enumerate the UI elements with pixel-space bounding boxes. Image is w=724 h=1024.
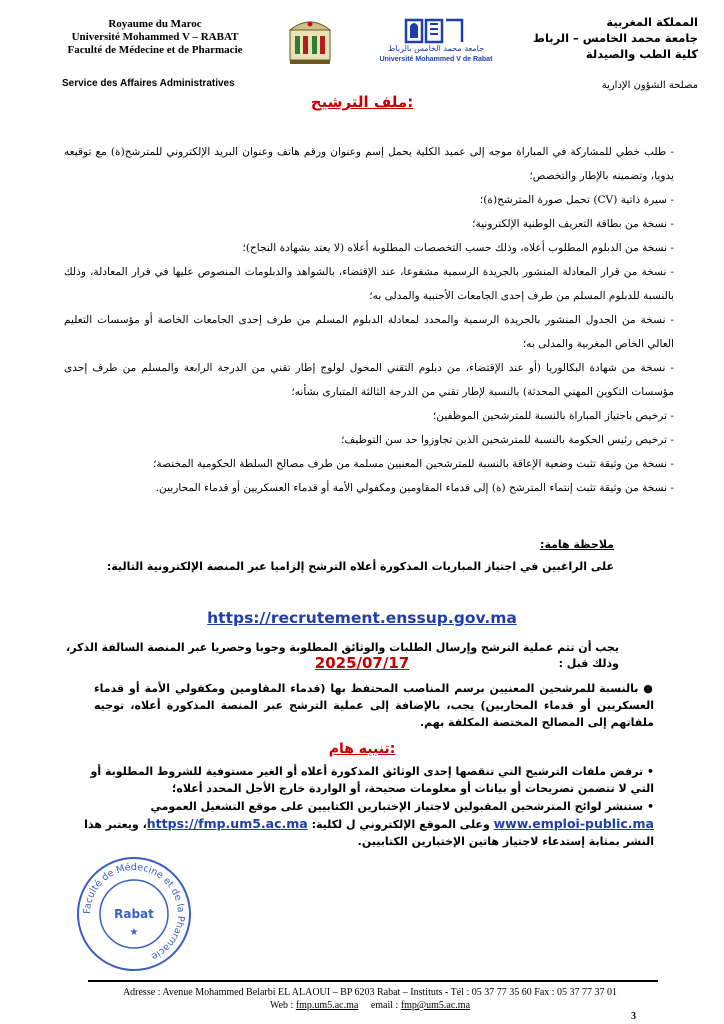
note-text: على الراغبين في اجتياز المباريات المذكورة أعلاه الترشح إلزاميا عبر المنصة الإلكترونية التالية: — [106, 560, 614, 573]
warning-bullet-1 — [74, 763, 654, 797]
deadline-date: 2025/07/17 — [314, 654, 410, 672]
header-right — [508, 14, 698, 94]
warning-bullet-1-text: ترفض ملفات الترشيح التي تنقصها إحدى الوثائق المذكورة أعلاه أو الغير مستوفية للشروط المطلوبة أو التي لا تتضمن تصريحات أو بيانات أو معلومات صحيحة، أو الواردة خارج الأجل المحدد أعلاه؛ — [90, 765, 654, 795]
footer-email-label: email : — [370, 1000, 399, 1011]
faculty-emblem-logo — [287, 16, 333, 66]
special-candidates-bullet — [94, 680, 654, 731]
recruitment-url-link[interactable]: https://recrutement.enssup.gov.ma — [207, 609, 517, 627]
footer-web-label: Web : — [269, 1000, 294, 1011]
footer-divider — [88, 980, 658, 982]
page-title — [0, 92, 724, 111]
stamp-ring-textpath: Faculté de Médecine et de la Pharmacie — [81, 861, 187, 962]
list-item: - نسخة من شهادة البكالوريا (أو عند الإقتضاء، من دبلوم التقني المخول لولوج إطار تقني من الدرجة الرابعة والمسلم من طرف إحدى مؤسسات التكوين المهني المحدثة) بالنسبة لإطار تقني من الدرجة الثالثة المتبارى بشأنه؛ — [64, 362, 674, 398]
list-item: - ترخيص باجتياز المباراة بالنسبة للمترشحين الموظفين؛ — [432, 410, 674, 422]
special-candidates-text: بالنسبة للمرشحين المعنيين برسم المناصب المحتفظ بها (قدماء المقاومين ومكفولي الأمة أو قدماء العسكريين أو قدماء المحاربين) يجب، بالإضافة إلى عملية الترشح عبر المنصة المذكورة أعلاه، توجيه ملفاتهم إلى المصالح المختصة المكلفة بهم. — [94, 682, 654, 729]
stamp-center-text: Rabat — [114, 907, 154, 921]
list-item: - طلب خطي للمشاركة في المباراة موجه إلى عميد الكلية يحمل إسم وعنوان ورقم هاتف وعنوان البريد الإلكتروني للمترشح(ة) مع توقيعه يدويا، وتضمينه بالإطار والتخصص؛ — [64, 146, 674, 182]
footer — [60, 986, 680, 1012]
warning-bullet-2-text-c: ، ويعتبر هذا النشر بمثابة إستدعاء لاجتياز هاتين الإختبارين الكتابيين. — [84, 818, 654, 848]
warning-heading — [0, 738, 724, 757]
warning-heading-text: تنبيه هام: — [328, 741, 396, 757]
warning-bullet-2 — [74, 798, 654, 850]
university-logo — [376, 16, 496, 68]
list-item: - نسخة من وثيقة تثبت وضعية الإعاقة بالنسبة للمترشحين المعنيين مسلمة من طرف مصالح السلطة الحكومية المختصة؛ — [153, 458, 674, 470]
list-item: - ترخيص رئيس الحكومة بالنسبة للمترشحين الذين تجاوزوا حد سن التوظيف؛ — [341, 434, 674, 446]
header-left — [50, 18, 260, 90]
bullet-dot-icon: • — [643, 800, 654, 813]
fmp-website-link[interactable]: https://fmp.um5.ac.ma — [146, 816, 308, 831]
header-left-service: Service des Affaires Administratives — [62, 78, 235, 89]
note-heading: ملاحظة هامة: — [540, 538, 614, 551]
recruitment-url[interactable] — [0, 608, 724, 627]
header-right-line-1: المملكة المغربية — [606, 15, 698, 29]
footer-web-link[interactable]: fmp.um5.ac.ma — [295, 1000, 359, 1011]
list-item: - نسخة من الجدول المنشور بالجريدة الرسمية والمحدد لمعادلة الدبلوم المسلم من طرف إحدى الجامعات الخاصة أو مؤسسات التعليم العالي الخاص المغربية والمدلى به؛ — [64, 314, 674, 350]
deadline-text: يجب أن تتم عملية الترشح وإرسال الطلبات والوثائق المطلوبة وجوبا وحصريا عبر المنصة السالفة الذكر، وذلك قبل : — [66, 641, 619, 670]
header-right-line-3: كلية الطب والصيدلة — [585, 47, 698, 61]
list-item: - نسخة من الدبلوم المطلوب أعلاه، وذلك حسب التخصصات المطلوبة أعلاه (لا يعتد بشهادة النجاح)؛ — [242, 242, 674, 254]
warning-bullets — [74, 763, 654, 851]
star-icon: ★ — [129, 927, 139, 938]
warning-bullet-2-text-b: وعلى الموقع الإلكتروني ل لكلية: — [311, 818, 490, 831]
list-item: - سيرة ذاتية (CV) تحمل صورة المترشح(ة)؛ — [479, 194, 674, 206]
page-title-text: ملف الترشيح: — [310, 93, 414, 111]
faculty-stamp — [75, 855, 193, 973]
bullet-dot-icon: • — [643, 765, 654, 778]
header-left-line-3: Faculté de Médecine et de Pharmacie — [67, 44, 243, 56]
footer-address: Adresse : Avenue Mohammed Belarbi EL ALAOUI – BP 6203 Rabat – Instituts - Tél : 05 37 77 35 60 Fax : 05 37 77 37 01 — [122, 987, 618, 998]
footer-contacts — [60, 999, 680, 1012]
university-logo-text: Université Mohammed V de Rabat — [379, 56, 493, 63]
emploi-public-link[interactable]: www.emploi-public.ma — [493, 816, 654, 831]
university-logo-text-ar: جامعة محمد الخامس بالرباط — [387, 44, 485, 53]
warning-bullet-2-text-a: ستنشر لوائح المترشحين المقبولين لاجتياز الإختبارين الكتابيين على موقع التشغيل العمومي — [150, 800, 644, 813]
list-item: - نسخة من قرار المعادلة المنشور بالجريدة الرسمية مشفوعا، عند الإقتضاء، بالشواهد والدبلومات المنصوص عليها في قرار المعادلة، وذلك بالنسبة للدبلوم المسلم من طرف إحدى الجامعات الأجنبية والمدلى به؛ — [64, 266, 674, 302]
requirements-list — [64, 140, 674, 500]
footer-email-link[interactable]: fmp@um5.ac.ma — [400, 1000, 471, 1011]
header-right-service: مصلحة الشؤون الإدارية — [601, 80, 698, 91]
list-item: - نسخة من وثيقة تثبت إنتماء المترشح (ة) إلى قدماء المقاومين ومكفولي الأمة أو قدماء العسكريين أو قدماء المحاربين. — [155, 482, 674, 494]
header-left-line-2: Université Mohammed V – RABAT — [71, 31, 239, 43]
list-item: - نسخة من بطاقة التعريف الوطنية الإلكترونية؛ — [472, 218, 674, 230]
header-right-line-2: جامعة محمد الخامس – الرباط — [533, 31, 698, 45]
bullet-dot-icon: ● — [638, 682, 654, 695]
page-number: 3 — [631, 1011, 636, 1022]
header-left-line-1: Royaume du Maroc — [108, 18, 202, 30]
